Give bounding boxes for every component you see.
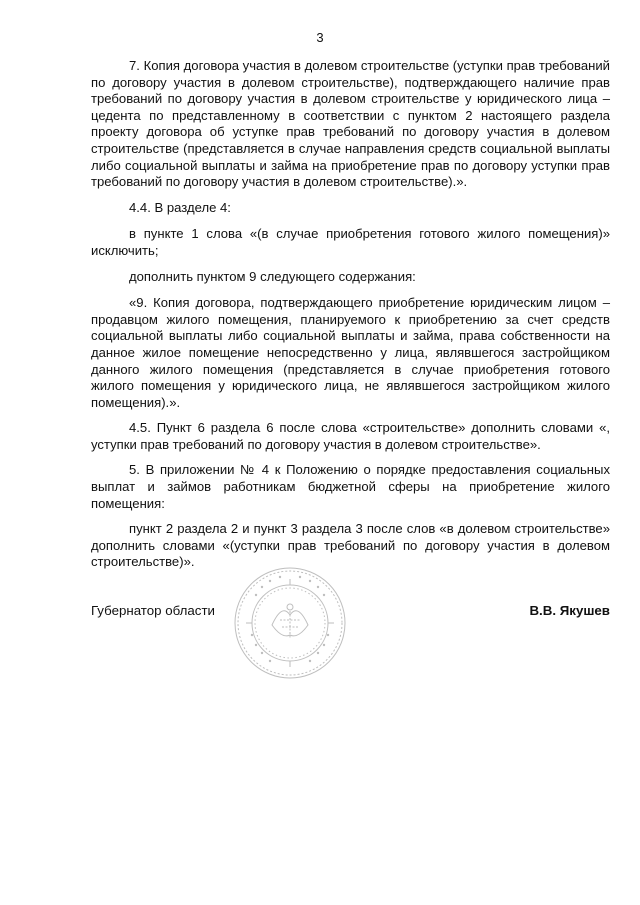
paragraph-item-1-exclude: в пункте 1 слова «(в случае приобретения готового жилого помещения)» исключить;	[91, 226, 610, 258]
signature-block	[91, 600, 610, 630]
paragraph-item-9: «9. Копия договора, подтверждающего приобретение юридическим лицом – продавцом жилого помещения, планируемого к приобретению за счет средств социальной выплаты либо социальной выплаты и займа, права собственности на данное жилое помещение непосредственно у лица, являвшегося застройщиком данного жилого помещения (представляется в случае приобретения готового жилого помещения у юридического лица, не являвшегося застройщиком жилого помещения).».	[91, 295, 610, 410]
page-number: 3	[316, 30, 324, 45]
paragraph-section-4-4: 4.4. В разделе 4:	[129, 199, 231, 215]
paragraph-appendix-4: 5. В приложении № 4 к Положению о порядке предоставления социальных выплат и займов работникам бюджетной сферы на приобретение жилого помещения:	[91, 462, 610, 511]
document-body	[91, 58, 610, 580]
signatory-position: Губернатор области	[91, 603, 215, 618]
paragraph-appendix-changes: пункт 2 раздела 2 и пункт 3 раздела 3 после слов «в долевом строительстве» дополнить словами «(уступки прав требований по договору участия в долевом строительстве)».	[91, 521, 610, 570]
paragraph-add-item-9: дополнить пунктом 9 следующего содержания:	[129, 268, 416, 284]
paragraph-item-7: 7. Копия договора участия в долевом строительстве (уступки прав требований по договору участия в долевом строительстве), подтверждающего наличие прав требований по договору участия в долевом строительстве у юридического лица – цедента по представленному в соответствии с пунктом 2 настоящего раздела проекту договора об уступке прав требований по договору участия в долевом строительстве (представляется в случае направления средств социальной выплаты либо социальной выплаты и займа на приобретение прав по договору уступки прав требований по договору участия в долевом строительстве).».	[91, 58, 610, 190]
paragraph-section-4-5: 4.5. Пункт 6 раздела 6 после слова «строительстве» дополнить словами «, уступки прав требований по договору участия в долевом строительстве».	[91, 420, 610, 452]
signatory-name: В.В. Якушев	[529, 603, 610, 618]
